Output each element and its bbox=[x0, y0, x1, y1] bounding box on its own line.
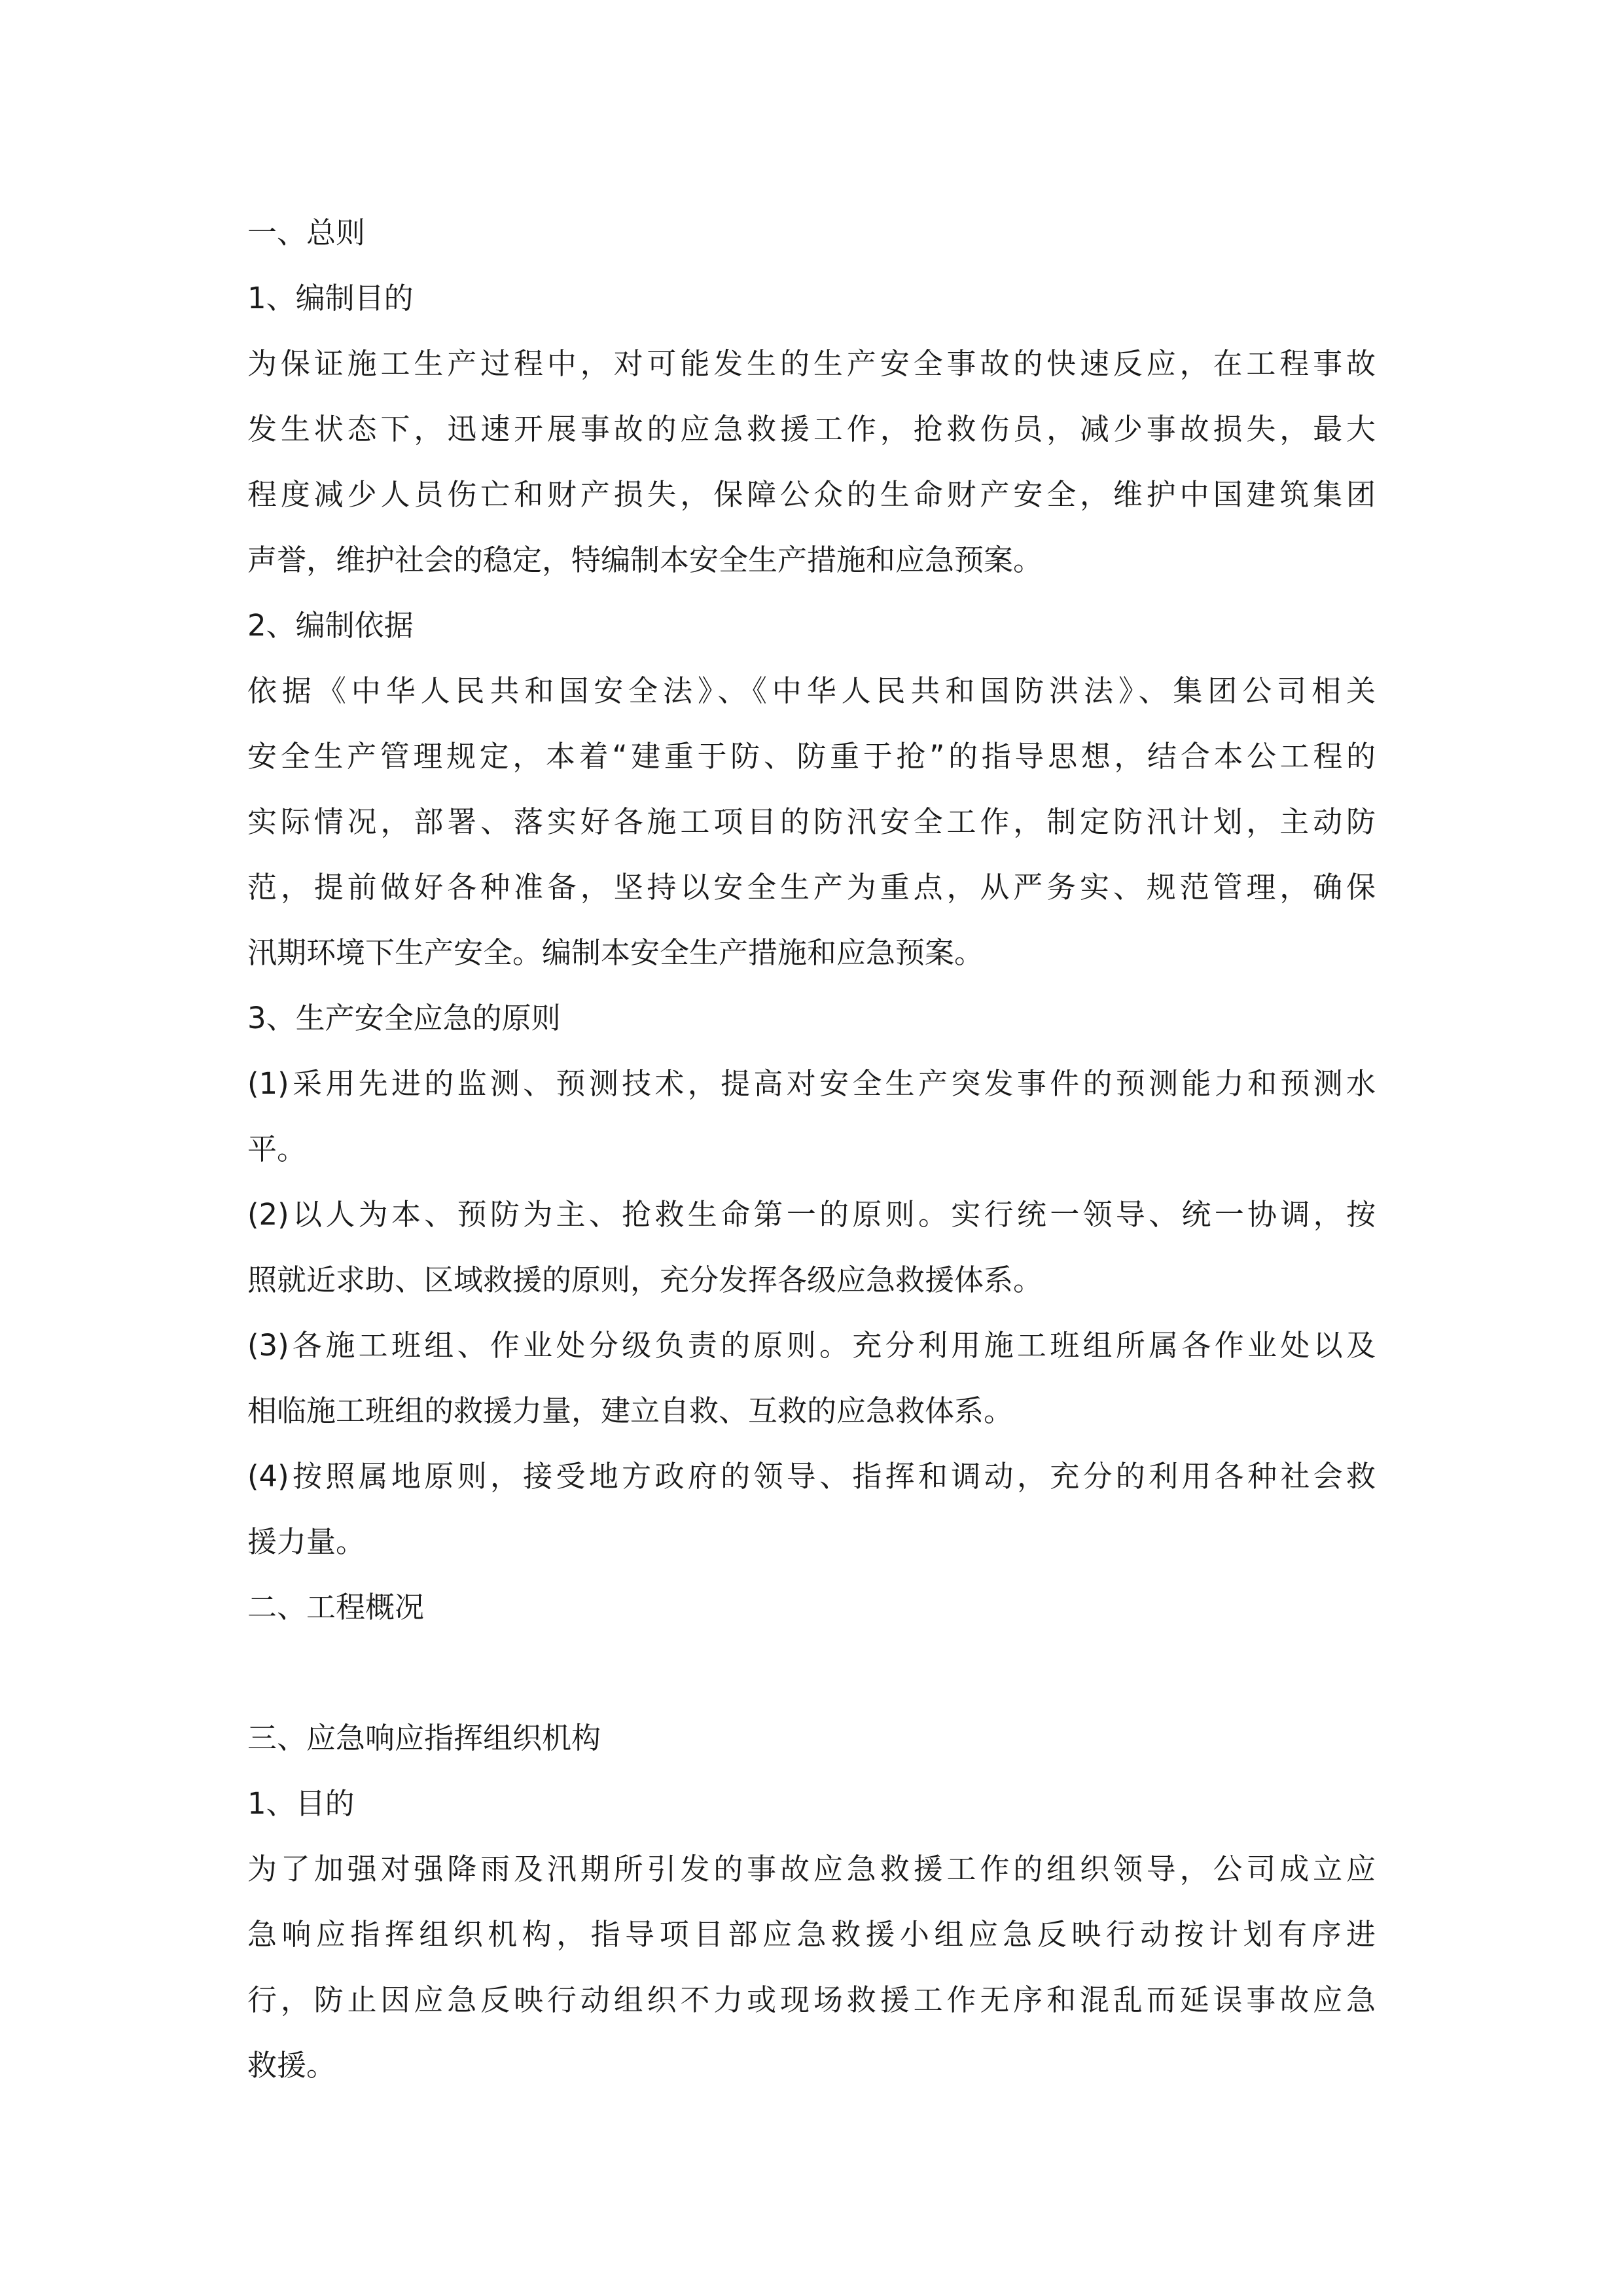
paragraph-line: 汛期环境下生产安全。编制本安全生产措施和应急预案。 bbox=[247, 935, 984, 970]
section-1-2-title: 2、编制依据 bbox=[247, 608, 414, 643]
paragraph-line: 照就近求助、区域救援的原则，充分发挥各级应急救援体系。 bbox=[247, 1263, 1043, 1297]
paragraph-line: (4)按照属地原则，接受地方政府的领导、指挥和调动，充分的利用各种社会救 bbox=[247, 1459, 1376, 1494]
paragraph-line: 安全生产管理规定，本着“建重于防、防重于抢”的指导思想，结合本公工程的 bbox=[247, 739, 1376, 774]
paragraph-line: 发生状态下，迅速开展事故的应急救援工作，抢救伤员，减少事故损失，最大 bbox=[247, 412, 1376, 446]
paragraph-line: 实际情况，部署、落实好各施工项目的防汛安全工作，制定防汛计划，主动防 bbox=[247, 804, 1376, 839]
paragraph-line: (1)采用先进的监测、预测技术，提高对安全生产突发事件的预测能力和预测水 bbox=[247, 1066, 1376, 1101]
section-1-title: 一、总则 bbox=[247, 215, 366, 250]
document-page bbox=[247, 200, 1376, 2098]
paragraph-line: 依据《中华人民共和国安全法》、《中华人民共和国防洪法》、集团公司相关 bbox=[247, 673, 1376, 708]
paragraph-line: 援力量。 bbox=[247, 1524, 366, 1559]
section-1-3-title: 3、生产安全应急的原则 bbox=[247, 1001, 561, 1035]
section-2-title: 二、工程概况 bbox=[247, 1590, 425, 1624]
section-3-1-title: 1、目的 bbox=[247, 1786, 355, 1821]
section-3-title: 三、应急响应指挥组织机构 bbox=[247, 1721, 601, 1755]
paragraph-line: 行，防止因应急反映行动组织不力或现场救援工作无序和混乱而延误事故应急 bbox=[247, 1982, 1376, 2017]
paragraph-line: (2)以人为本、预防为主、抢救生命第一的原则。实行统一领导、统一协调，按 bbox=[247, 1197, 1376, 1232]
section-1-1-title: 1、编制目的 bbox=[247, 281, 414, 315]
paragraph-line: 急响应指挥组织机构，指导项目部应急救援小组应急反映行动按计划有序进 bbox=[247, 1917, 1376, 1952]
paragraph-line: 范，提前做好各种准备，坚持以安全生产为重点，从严务实、规范管理，确保 bbox=[247, 870, 1376, 905]
paragraph-line: 相临施工班组的救援力量，建立自救、互救的应急救体系。 bbox=[247, 1393, 1014, 1428]
paragraph-line: 为了加强对强降雨及汛期所引发的事故应急救援工作的组织领导，公司成立应 bbox=[247, 1852, 1376, 1886]
paragraph-line: (3)各施工班组、作业处分级负责的原则。充分利用施工班组所属各作业处以及 bbox=[247, 1328, 1376, 1363]
paragraph-line: 为保证施工生产过程中，对可能发生的生产安全事故的快速反应，在工程事故 bbox=[247, 346, 1376, 381]
paragraph-line: 程度减少人员伤亡和财产损失，保障公众的生命财产安全，维护中国建筑集团 bbox=[247, 477, 1376, 512]
paragraph-line: 救援。 bbox=[247, 2048, 336, 2083]
paragraph-line: 声誉，维护社会的稳定，特编制本安全生产措施和应急预案。 bbox=[247, 543, 1043, 577]
blank-line bbox=[247, 1640, 1376, 1706]
paragraph-line: 平。 bbox=[247, 1132, 307, 1166]
